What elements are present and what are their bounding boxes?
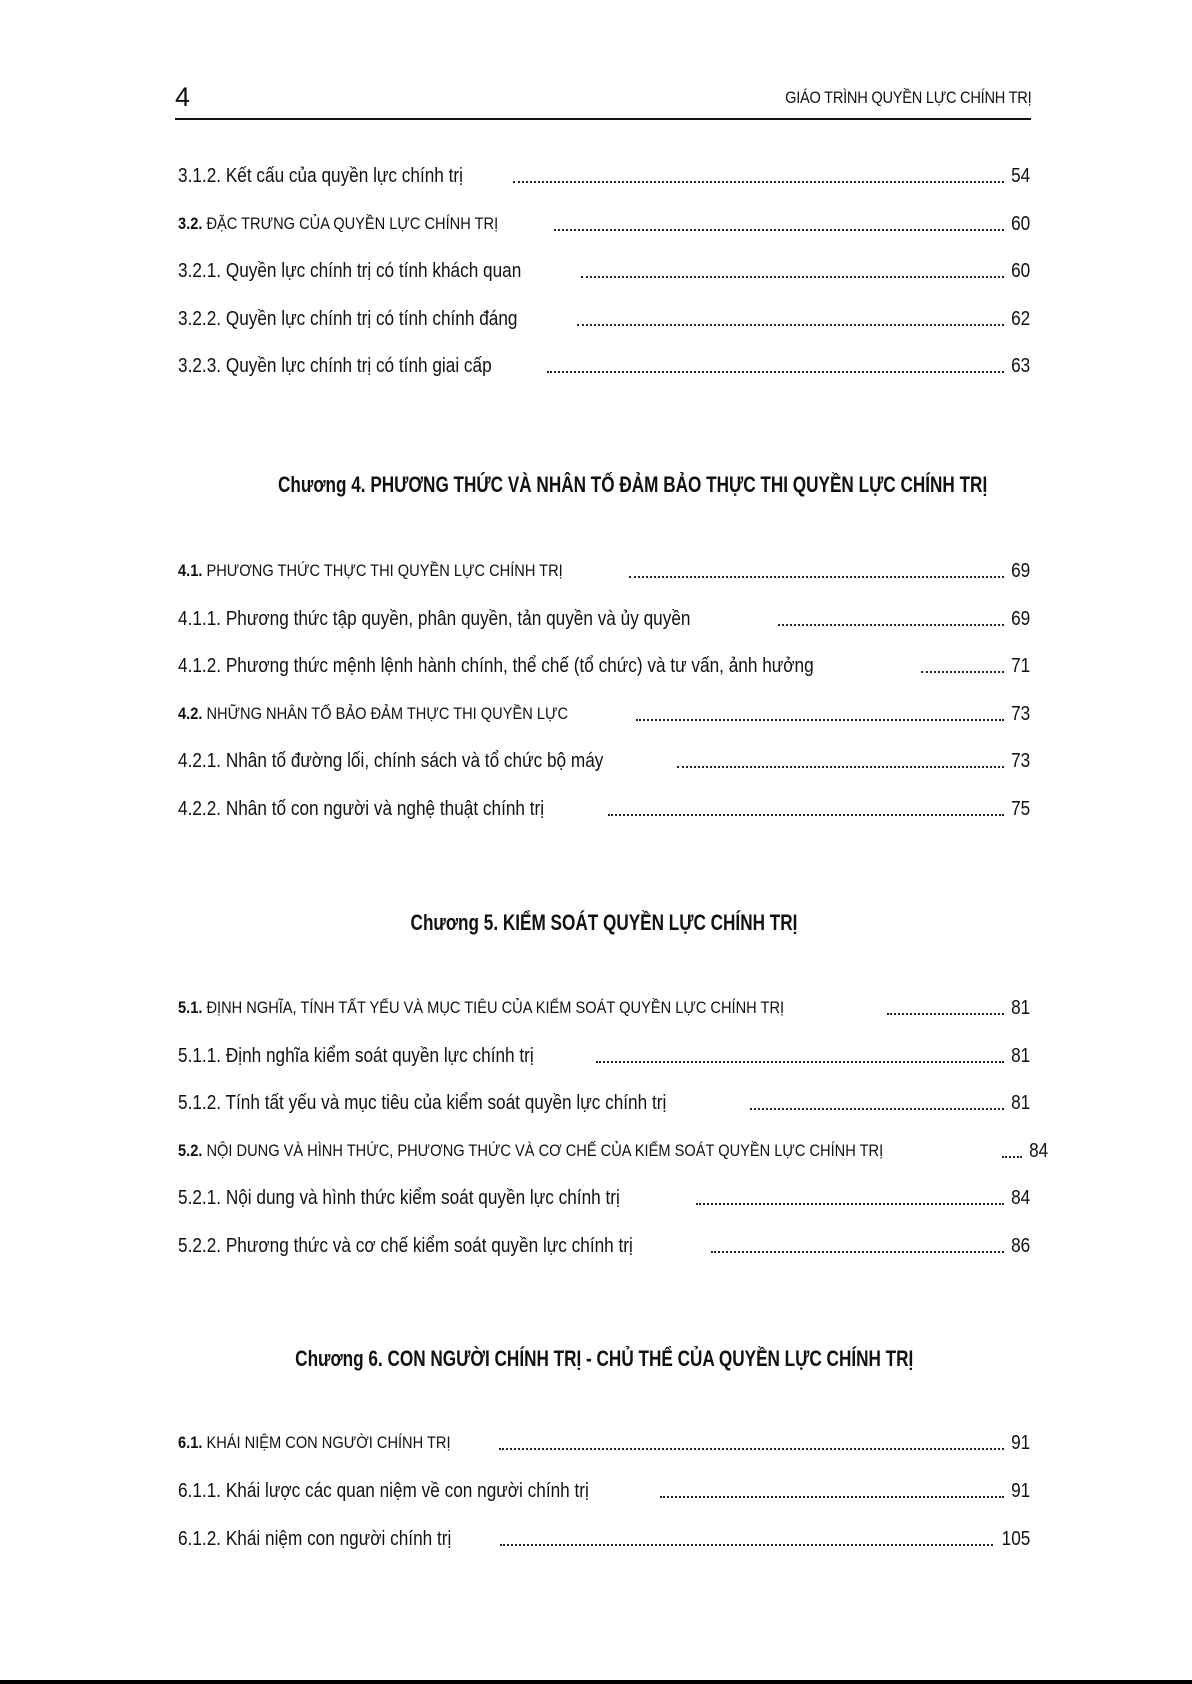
dot-leader [577,324,1004,326]
entry-number: 4.1.1. [178,608,222,630]
entry-page: 105 [1001,1528,1030,1550]
dot-leader [596,1061,1004,1063]
entry-page: 86 [1010,1235,1030,1257]
dot-leader [500,1544,993,1546]
dot-leader [513,181,1003,183]
entry-page: 81 [1010,997,1030,1019]
entry-page: 84 [1010,1187,1030,1209]
entry-number: 4.2. [178,704,203,723]
dot-leader [778,624,1004,626]
page-header [175,78,1031,120]
entry-page: 54 [1010,165,1030,187]
toc-entry[interactable] [178,603,1030,631]
entry-title: ĐẶC TRƯNG CỦA QUYỀN LỰC CHÍNH TRỊ [206,214,499,233]
entry-page: 73 [1010,703,1030,725]
dot-leader [887,1013,1004,1015]
entry-number: 5.2.2. [178,1235,222,1257]
entry-number: 3.2. [178,214,203,233]
dot-leader [499,1448,1004,1450]
entry-page: 73 [1010,750,1030,772]
entry-page: 71 [1010,655,1030,677]
entry-title: Nhân tố đường lối, chính sách và tổ chức bộ máy [225,750,604,772]
dot-leader [750,1108,1004,1110]
toc-entry[interactable] [178,1427,1030,1455]
entry-number: 6.1.2. [178,1528,222,1550]
entry-page: 62 [1010,308,1030,330]
toc-entry[interactable] [178,1230,1030,1258]
entry-number: 5.2.1. [178,1187,222,1209]
toc-entry[interactable] [178,303,1030,331]
dot-leader [636,719,1004,721]
entry-number: 3.2.1. [178,260,222,282]
dot-leader [1002,1156,1022,1158]
entry-number: 5.1.2. [178,1092,222,1114]
entry-page: 60 [1010,260,1030,282]
dot-leader [677,766,1004,768]
entry-title: NỘI DUNG VÀ HÌNH THỨC, PHƯƠNG THỨC VÀ CƠ CHẾ CỦA KIỂM SOÁT QUYỀN LỰC CHÍNH TRỊ [206,1141,884,1160]
toc-entry[interactable] [178,350,1030,378]
toc-entry[interactable] [178,1523,1030,1551]
entry-title: Quyền lực chính trị có tính chính đáng [225,308,518,330]
entry-title: Kết cấu của quyền lực chính trị [225,165,463,187]
dot-leader [660,1496,1004,1498]
toc-entry[interactable] [178,555,1030,583]
toc-entry[interactable] [178,1087,1030,1115]
entry-page: 91 [1010,1480,1030,1502]
toc-entry[interactable] [178,208,1030,236]
toc-entry[interactable] [178,745,1030,773]
toc-entry[interactable] [178,160,1030,188]
toc-entry[interactable] [178,793,1030,821]
toc-entry[interactable] [178,1475,1030,1503]
toc-entry[interactable] [178,1135,1049,1163]
entry-page: 81 [1010,1092,1030,1114]
entry-number: 3.2.3. [178,355,222,377]
dot-leader [921,671,1004,673]
entry-title: Định nghĩa kiểm soát quyền lực chính trị [225,1045,534,1067]
entry-title: Khái lược các quan niệm về con người chính trị [225,1480,589,1502]
entry-page: 69 [1010,560,1030,582]
entry-title: Tính tất yếu và mục tiêu của kiểm soát quyền lực chính trị [225,1092,667,1114]
entry-page: 69 [1010,608,1030,630]
entry-number: 4.1. [178,561,203,580]
dot-leader [608,814,1004,816]
chapter-title: PHƯƠNG THỨC VÀ NHÂN TỐ ĐẢM BẢO THỰC THI QUYỀN LỰC CHÍNH TRỊ [370,472,988,497]
entry-number: 4.2.2. [178,798,222,820]
entry-number: 4.1.2. [178,655,222,677]
entry-number: 3.2.2. [178,308,222,330]
toc-entry[interactable] [178,992,1030,1020]
entry-page: 60 [1010,213,1030,235]
entry-page: 84 [1029,1140,1049,1162]
entry-number: 5.1.1. [178,1045,222,1067]
entry-number: 4.2.1. [178,750,222,772]
toc-entry[interactable] [178,1182,1030,1210]
running-title: GIÁO TRÌNH QUYỀN LỰC CHÍNH TRỊ [784,88,1031,107]
entry-title: NHỮNG NHÂN TỐ BẢO ĐẢM THỰC THI QUYỀN LỰC [206,704,569,723]
chapter-label: Chương 5. [410,910,499,935]
entry-title: Nội dung và hình thức kiểm soát quyền lực chính trị [225,1187,620,1209]
entry-title: ĐỊNH NGHĨA, TÍNH TẤT YẾU VÀ MỤC TIÊU CỦA KIỂM SOÁT QUYỀN LỰC CHÍNH TRỊ [206,998,785,1017]
entry-number: 6.1. [178,1433,203,1452]
entry-page: 91 [1010,1432,1030,1454]
entry-title: Phương thức và cơ chế kiểm soát quyền lực chính trị [225,1235,633,1257]
chapter-title: KIỂM SOÁT QUYỀN LỰC CHÍNH TRỊ [502,910,798,935]
page-number: 4 [175,82,191,112]
entry-page: 81 [1010,1045,1030,1067]
toc-entry[interactable] [178,650,1030,678]
chapter-label: Chương 6. [294,1346,383,1371]
dot-leader [547,371,1004,373]
chapter-label: Chương 4. [278,472,366,497]
entry-title: Quyền lực chính trị có tính khách quan [225,260,522,282]
toc-entry[interactable] [178,255,1030,283]
entry-number: 6.1.1. [178,1480,222,1502]
chapter-title: CON NGƯỜI CHÍNH TRỊ - CHỦ THỂ CỦA QUYỀN LỰC CHÍNH TRỊ [387,1346,914,1371]
entry-title: Quyền lực chính trị có tính giai cấp [225,355,492,377]
entry-title: Nhân tố con người và nghệ thuật chính trị [225,798,545,820]
entry-title: KHÁI NIỆM CON NGƯỜI CHÍNH TRỊ [206,1433,451,1452]
entry-number: 5.1. [178,998,203,1017]
entry-number: 5.2. [178,1141,203,1160]
dot-leader [711,1251,1004,1253]
dot-leader [581,276,1004,278]
entry-page: 63 [1010,355,1030,377]
entry-page: 75 [1010,798,1030,820]
scan-edge-line [0,1680,1192,1684]
chapter-heading [178,1346,1030,1372]
entry-title: Phương thức tập quyền, phân quyền, tản quyền và ủy quyền [225,608,691,630]
dot-leader [629,576,1003,578]
toc-entry[interactable] [178,698,1030,726]
entry-title: PHƯƠNG THỨC THỰC THI QUYỀN LỰC CHÍNH TRỊ [206,561,563,580]
dot-leader [554,229,1003,231]
entry-number: 3.1.2. [178,165,222,187]
chapter-heading [178,472,1030,498]
entry-title: Phương thức mệnh lệnh hành chính, thể chế (tổ chức) và tư vấn, ảnh hưởng [225,655,814,677]
entry-title: Khái niệm con người chính trị [225,1528,452,1550]
dot-leader [696,1203,1004,1205]
toc-entry[interactable] [178,1040,1030,1068]
chapter-heading [178,910,1030,936]
